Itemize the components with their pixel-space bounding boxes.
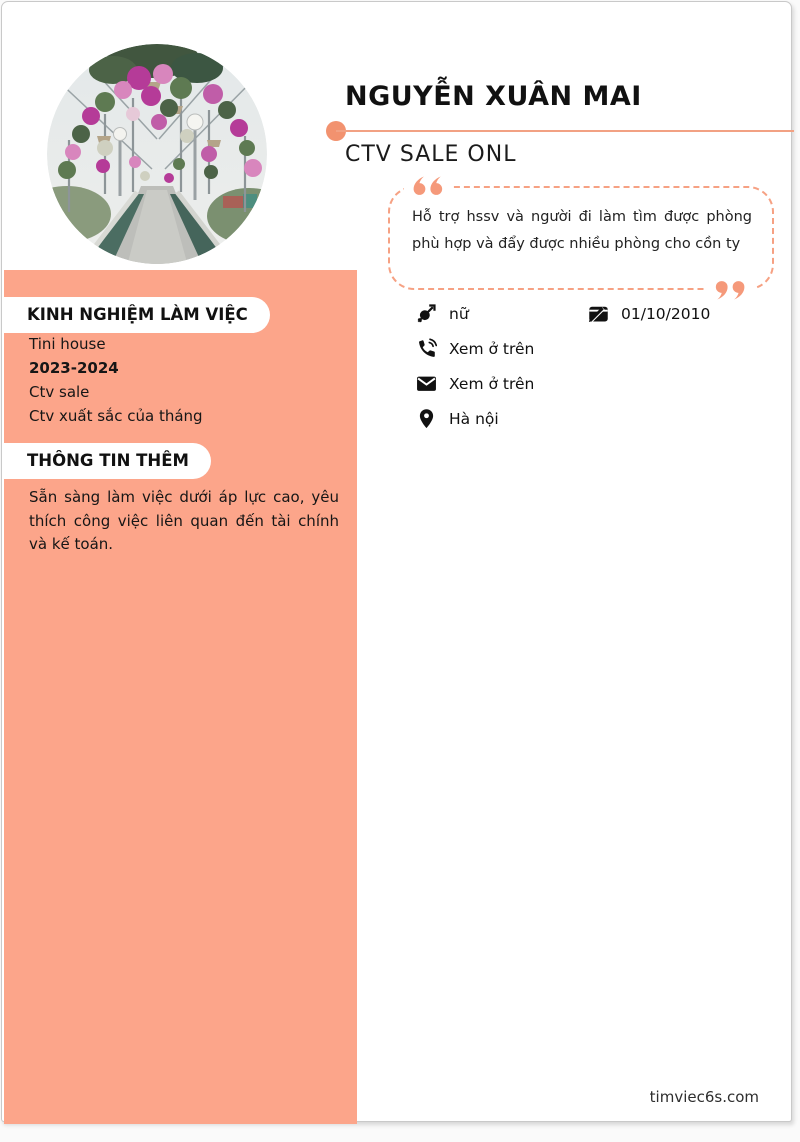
objective-quote-box xyxy=(388,186,774,290)
email-value: Xem ở trên xyxy=(449,374,535,393)
section-heading-extra-info: THÔNG TIN THÊM xyxy=(4,443,211,479)
cv-page xyxy=(1,1,792,1122)
address-field xyxy=(416,408,499,429)
gender-icon xyxy=(416,303,437,324)
location-icon xyxy=(416,408,437,429)
experience-line: Tini house xyxy=(29,335,106,353)
extra-info-paragraph: Sẵn sàng làm việc dưới áp lực cao, yêu thích công việc liên quan đến tài chính và kế toán. xyxy=(29,488,339,553)
accent-divider xyxy=(336,130,794,132)
left-sidebar xyxy=(4,270,357,1124)
close-quote-icon xyxy=(706,277,754,301)
gender-value: nữ xyxy=(449,304,469,323)
address-value: Hà nội xyxy=(449,409,499,428)
email-field xyxy=(416,373,534,394)
experience-line: Ctv sale xyxy=(29,383,90,401)
phone-field xyxy=(416,338,534,359)
experience-list xyxy=(29,332,203,428)
flower-bridge-photo-art xyxy=(47,44,267,264)
section-heading-experience: KINH NGHIỆM LÀM VIỆC xyxy=(4,297,270,333)
open-quote-icon xyxy=(404,175,452,199)
objective-text: Hỗ trợ hssv và người đi làm tìm được phòng phù hợp và đẩy được nhiều phòng cho cồn ty xyxy=(412,209,752,252)
candidate-name: NGUYỄN XUÂN MAI xyxy=(345,81,642,112)
phone-value: Xem ở trên xyxy=(449,339,535,358)
experience-line: Ctv xuất sắc của tháng xyxy=(29,407,203,425)
mail-icon xyxy=(416,373,437,394)
birth-date-field xyxy=(588,303,710,324)
calendar-icon xyxy=(588,303,609,324)
website-footer: timviec6s.com xyxy=(649,1088,759,1106)
phone-icon xyxy=(416,338,437,359)
job-title: CTV SALE ONL xyxy=(345,142,517,167)
experience-period: 2023-2024 xyxy=(29,359,119,377)
profile-photo xyxy=(47,44,267,264)
gender-field xyxy=(416,303,469,324)
birth-date-value: 01/10/2010 xyxy=(621,304,711,323)
